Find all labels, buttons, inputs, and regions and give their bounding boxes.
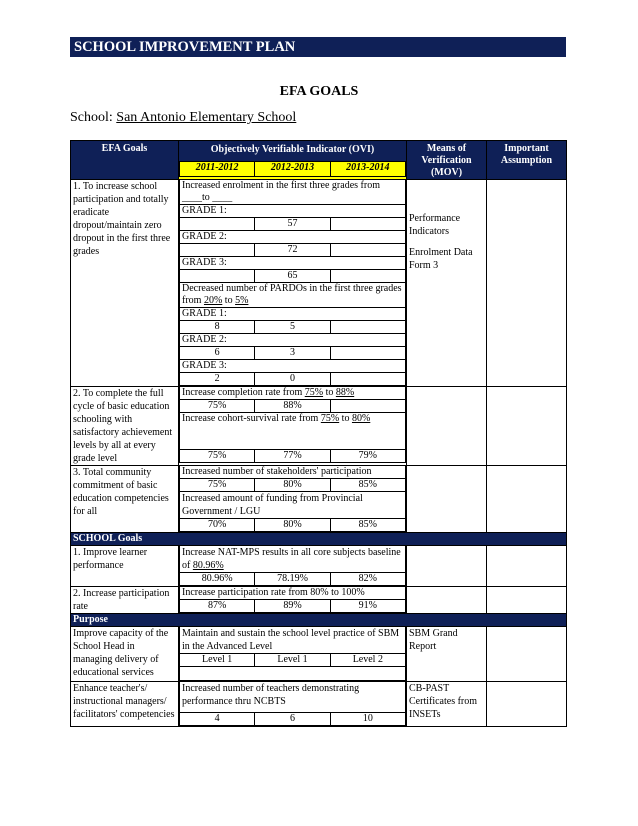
year-2012: 2012-2013	[255, 162, 330, 177]
value-cell: 80%	[255, 519, 330, 532]
year-header-cell	[179, 162, 407, 180]
purpose-label: Purpose	[71, 614, 567, 627]
value-cell	[330, 270, 405, 283]
value-cell	[180, 218, 255, 231]
school-goal-1-ovi-table	[179, 546, 406, 586]
goal-1-grade2-label: GRADE 2:	[180, 231, 406, 244]
value-cell: 65	[255, 270, 330, 283]
ovi-baseline: 80.96%	[192, 560, 224, 571]
section-purpose	[71, 614, 567, 627]
col-mov: Means of Verification (MOV)	[407, 141, 487, 180]
school-goal-1-assumption	[487, 546, 567, 587]
value-cell: 75%	[180, 450, 255, 463]
value-cell: 5	[255, 321, 330, 334]
header-row	[71, 141, 567, 162]
purpose-2-ovi	[179, 682, 407, 727]
value-cell	[180, 270, 255, 283]
school-goal-1-ovi-text	[180, 546, 406, 573]
document-banner: SCHOOL IMPROVEMENT PLAN	[70, 37, 566, 57]
goal-2-assumption	[487, 387, 567, 466]
value-cell: 0	[255, 373, 330, 386]
value-cell: 75%	[180, 479, 255, 492]
purpose-1-ovi-text: Maintain and sustain the school level practice of SBM in the Advanced Level	[180, 627, 406, 654]
ovi-text: Increase NAT-MPS results in all core subjects baseline of	[182, 547, 401, 571]
school-line	[70, 110, 296, 126]
goal-3-text: 3. Total community commitment of basic education competencies for all	[71, 466, 179, 533]
value-cell: 80%	[255, 479, 330, 492]
value-cell: 85%	[330, 479, 405, 492]
goal-1-grade3-label: GRADE 3:	[180, 257, 406, 270]
goal-1-ovi-b	[180, 283, 406, 308]
goal-3-ovi-table	[179, 466, 406, 532]
purpose-2-ovi-table	[179, 682, 406, 726]
purpose-2-mov: CB-PAST Certificates from INSETs	[407, 682, 487, 727]
goal-1-assumption	[487, 180, 567, 387]
ovi-b-mid: to	[222, 295, 236, 306]
purpose-2-ovi-text: Increased number of teachers demonstrating performance thru NCBTS	[180, 682, 406, 713]
value-cell: 6	[180, 347, 255, 360]
school-name: San Antonio Elementary School	[116, 110, 297, 125]
purpose-row-1	[71, 627, 567, 682]
value-cell: 57	[255, 218, 330, 231]
col-efa-goals: EFA Goals	[71, 141, 179, 180]
ovi-b-from: 20%	[203, 295, 223, 306]
value-cell: 85%	[330, 519, 405, 532]
goal-1-text: 1. To increase school participation and totally eradicate dropout/maintain zero dropout in the first three grades	[71, 180, 179, 387]
value-cell: 2	[180, 373, 255, 386]
value-cell: Level 1	[180, 654, 255, 667]
value-cell: 72	[255, 244, 330, 257]
goal-1-grade1-label: GRADE 1:	[180, 205, 406, 218]
purpose-2-text: Enhance teacher's/ instructional managers/ facilitators' competencies	[71, 682, 179, 727]
ovi-b-text: Increase cohort-survival rate from	[182, 413, 321, 424]
value-cell: 88%	[255, 400, 330, 413]
value-cell: 4	[180, 713, 255, 726]
value-cell: 77%	[255, 450, 330, 463]
goal-3-ovi-a: Increased number of stakeholders' participation	[180, 466, 406, 479]
goal-row-2	[71, 387, 567, 466]
goal-1-ovi-table	[179, 180, 406, 386]
year-2011: 2011-2012	[180, 162, 255, 177]
ovi-a-text: Increase completion rate from	[182, 387, 305, 398]
improvement-plan-table	[70, 140, 567, 727]
purpose-1-ovi-table	[179, 627, 406, 681]
col-ovi	[179, 141, 407, 162]
value-cell: 79%	[330, 450, 405, 463]
school-goal-1-text: 1. Improve learner performance	[71, 546, 179, 587]
school-goal-row-1	[71, 546, 567, 587]
school-goal-2-ovi-text: Increase participation rate from 80% to 100%	[180, 587, 406, 600]
goal-2-ovi-table	[179, 387, 406, 463]
goal-1-mov	[407, 180, 487, 387]
goal-1-ovi-a: Increased enrolment in the first three grades from ____to ____	[180, 180, 406, 205]
ovi-a-from: 75%	[304, 387, 324, 398]
school-label: School:	[70, 110, 117, 125]
school-goal-2-text: 2. Increase participation rate	[71, 587, 179, 614]
goal-2-ovi-b	[180, 413, 406, 450]
ovi-header-label: Objectively Verifiable Indicator (OVI)	[210, 144, 375, 155]
goal-row-3	[71, 466, 567, 533]
value-cell: 3	[255, 347, 330, 360]
ovi-b-to: 5%	[235, 295, 249, 306]
goal-1-pgrade3-label: GRADE 3:	[180, 360, 406, 373]
value-cell: 91%	[330, 600, 405, 613]
purpose-row-2	[71, 682, 567, 727]
page-heading: EFA GOALS	[279, 84, 359, 99]
goal-1-ovi	[179, 180, 407, 387]
value-cell: 82%	[330, 573, 405, 586]
goal-3-assumption	[487, 466, 567, 533]
spacer-cell	[180, 667, 406, 681]
school-goal-row-2	[71, 587, 567, 614]
value-cell	[330, 321, 405, 334]
col-assumption: Important Assumption	[487, 141, 567, 180]
goal-2-ovi-a	[180, 387, 406, 400]
goal-3-mov	[407, 466, 487, 533]
school-goal-1-mov	[407, 546, 487, 587]
goal-1-pgrade1-label: GRADE 1:	[180, 308, 406, 321]
goal-3-ovi-b: Increased amount of funding from Provincial Government / LGU	[180, 492, 406, 519]
school-goal-2-ovi	[179, 587, 407, 614]
ovi-a-to: 88%	[335, 387, 355, 398]
value-cell	[330, 347, 405, 360]
value-cell: 78.19%	[255, 573, 330, 586]
mov-enrolment-data: Enrolment Data Form 3	[409, 247, 473, 271]
school-goal-2-ovi-table	[179, 587, 406, 613]
year-header-table	[179, 162, 406, 177]
ovi-b-mid: to	[339, 413, 352, 424]
value-cell: 75%	[180, 400, 255, 413]
purpose-1-mov: SBM Grand Report	[407, 627, 487, 682]
school-goal-2-assumption	[487, 587, 567, 614]
value-cell: 10	[330, 713, 405, 726]
purpose-1-assumption	[487, 627, 567, 682]
section-school-goals	[71, 533, 567, 546]
ovi-b-from: 75%	[320, 413, 340, 424]
value-cell: 8	[180, 321, 255, 334]
mov-performance-indicators: Performance Indicators	[409, 213, 461, 237]
school-goal-2-mov	[407, 587, 487, 614]
school-goal-1-ovi	[179, 546, 407, 587]
value-cell: 80.96%	[180, 573, 255, 586]
value-cell: 89%	[255, 600, 330, 613]
goal-2-mov	[407, 387, 487, 466]
school-goals-label: SCHOOL Goals	[71, 533, 567, 546]
purpose-1-text: Improve capacity of the School Head in managing delivery of educational services	[71, 627, 179, 682]
value-cell	[330, 373, 405, 386]
goal-3-ovi	[179, 466, 407, 533]
value-cell: 6	[255, 713, 330, 726]
ovi-b-text: Decreased number of PARDOs in the first three grades from	[182, 283, 402, 306]
ovi-a-mid: to	[323, 387, 336, 398]
goal-2-text: 2. To complete the full cycle of basic education schooling with satisfactory achievement levels by all at every grade level	[71, 387, 179, 466]
purpose-1-ovi	[179, 627, 407, 682]
value-cell: 87%	[180, 600, 255, 613]
goal-row-1	[71, 180, 567, 387]
value-cell	[330, 400, 405, 413]
value-cell	[330, 244, 405, 257]
value-cell	[180, 244, 255, 257]
value-cell: Level 1	[255, 654, 330, 667]
year-2013: 2013-2014	[330, 162, 405, 177]
goal-2-ovi	[179, 387, 407, 466]
value-cell: 70%	[180, 519, 255, 532]
value-cell	[330, 218, 405, 231]
ovi-b-to: 80%	[351, 413, 371, 424]
purpose-2-assumption	[487, 682, 567, 727]
value-cell: Level 2	[330, 654, 405, 667]
goal-1-pgrade2-label: GRADE 2:	[180, 334, 406, 347]
